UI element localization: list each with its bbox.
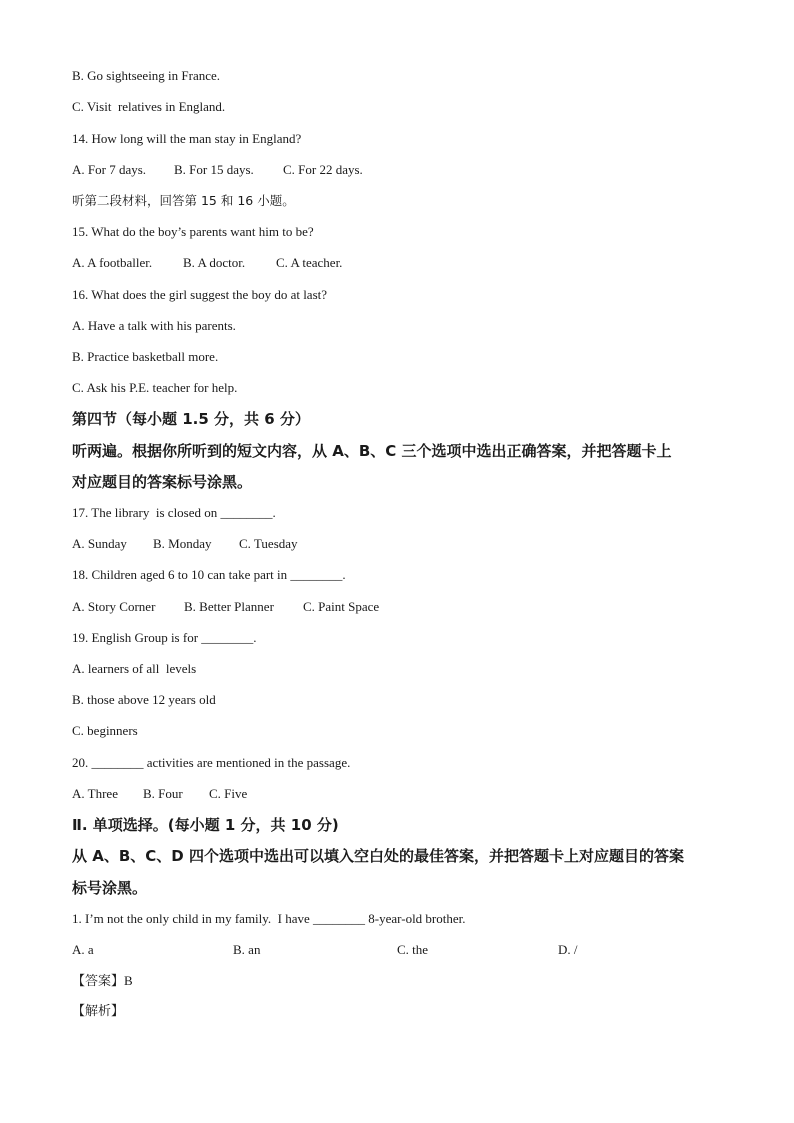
analysis-label: 【解析】 — [72, 1004, 125, 1019]
answer-line — [72, 973, 133, 990]
q14-option-c: C. For 22 days. — [283, 162, 363, 177]
q15-stem: 15. What do the boy’s parents want him to be? — [72, 224, 314, 239]
section-ii-instruction-line1: 从 A、B、C、D 四个选项中选出可以填入空白处的最佳答案，并把答题卡上对应题目的答案 — [72, 847, 684, 865]
mc1-option-d: D. / — [558, 942, 578, 957]
q16-option-a: A. Have a talk with his parents. — [72, 318, 236, 333]
mc1-option-b: B. an — [233, 942, 261, 957]
part4-instruction-line1: 听两遍。根据你所听到的短文内容，从 A、B、C 三个选项中选出正确答案，并把答题卡上 — [72, 442, 672, 460]
q13-option-c: C. Visit relatives in England. — [72, 99, 226, 114]
q17-option-a: A. Sunday — [72, 536, 127, 551]
q18-option-b: B. Better Planner — [184, 599, 274, 614]
answer-label: 【答案】 — [72, 974, 125, 989]
part4-instruction-line2: 对应题目的答案标号涂黑。 — [72, 473, 253, 491]
q16-stem: 16. What does the girl suggest the boy do at last? — [72, 287, 328, 302]
mc1-option-c: C. the — [397, 942, 429, 957]
q19-option-c: C. beginners — [72, 723, 138, 738]
q14-stem: 14. How long will the man stay in England? — [72, 131, 302, 146]
q14-option-b: B. For 15 days. — [174, 162, 254, 177]
answer-value: B — [124, 973, 133, 988]
q17-stem: 17. The library is closed on ________. — [72, 505, 276, 520]
q18-option-a: A. Story Corner — [72, 599, 156, 614]
q15-option-c: C. A teacher. — [276, 255, 343, 270]
q15-option-b: B. A doctor. — [183, 255, 246, 270]
mc1-option-a: A. a — [72, 942, 94, 957]
q19-option-a: A. learners of all levels — [72, 661, 197, 676]
q16-option-b: B. Practice basketball more. — [72, 349, 219, 364]
mc1-stem: 1. I’m not the only child in my family. I have ________ 8-year-old brother. — [72, 911, 466, 926]
q19-option-b: B. those above 12 years old — [72, 692, 216, 707]
section2-intro: 听第二段材料，回答第 15 和 16 小题。 — [72, 193, 295, 208]
q19-stem: 19. English Group is for ________. — [72, 630, 257, 645]
q20-option-b: B. Four — [143, 786, 183, 801]
section-ii-instruction-line2: 标号涂黑。 — [72, 879, 148, 897]
q20-stem: 20. ________ activities are mentioned in the passage. — [72, 755, 351, 770]
q13-option-b: B. Go sightseeing in France. — [72, 68, 221, 83]
q17-option-b: B. Monday — [153, 536, 212, 551]
section-ii-heading: Ⅱ. 单项选择。(每小题 1 分，共 10 分) — [72, 816, 339, 834]
q20-option-a: A. Three — [72, 786, 118, 801]
q18-stem: 18. Children aged 6 to 10 can take part in ________. — [72, 567, 346, 582]
q16-option-c: C. Ask his P.E. teacher for help. — [72, 380, 238, 395]
q18-option-c: C. Paint Space — [303, 599, 380, 614]
q17-option-c: C. Tuesday — [239, 536, 298, 551]
q15-option-a: A. A footballer. — [72, 255, 153, 270]
q14-option-a: A. For 7 days. — [72, 162, 147, 177]
q20-option-c: C. Five — [209, 786, 248, 801]
part4-heading: 第四节（每小题 1.5 分，共 6 分） — [72, 410, 310, 428]
